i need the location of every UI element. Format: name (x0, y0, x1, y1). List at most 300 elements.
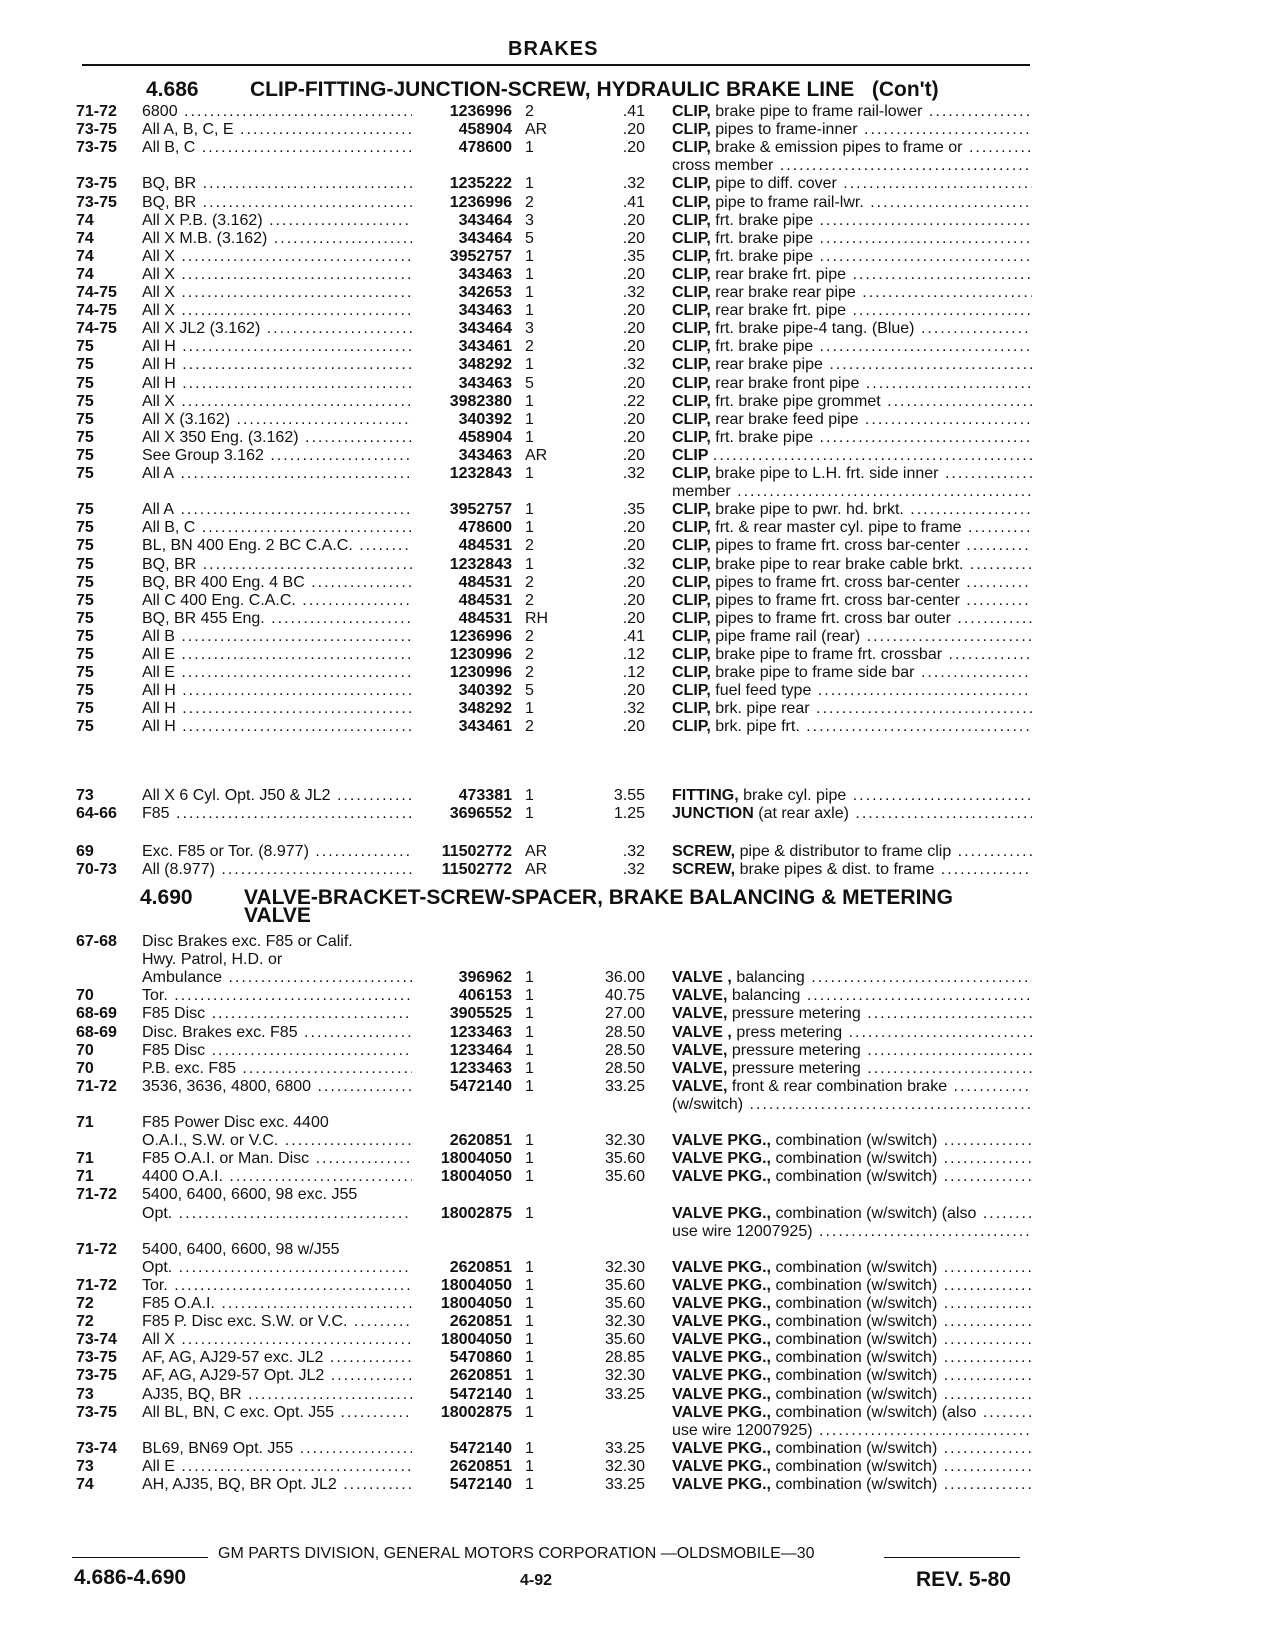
part-detail: pipes to frame frt. cross bar-center (715, 591, 960, 609)
header-rule (82, 64, 1030, 66)
application: All X (3.162) ..... (142, 410, 412, 430)
quantity: 1 (525, 1457, 534, 1475)
description (672, 1004, 1032, 1024)
description (672, 1258, 1032, 1278)
quantity: 1 (525, 1439, 534, 1457)
year-range: 74 (76, 229, 94, 247)
part-number: 3982380 (449, 392, 512, 410)
application: BQ, BR ..... (142, 555, 412, 575)
part-detail: pipe to frame rail-lwr. (715, 193, 864, 211)
description (672, 1421, 1032, 1441)
part-detail: pressure metering (731, 1059, 861, 1077)
description (672, 301, 1032, 321)
part-detail: combination (w/switch) (775, 1313, 938, 1331)
section-number: 4.690 (140, 886, 193, 909)
description (672, 627, 1032, 647)
quantity: 1 (525, 1349, 534, 1367)
part-detail: combination (w/switch) (also (775, 1204, 977, 1222)
parts-row (0, 247, 1280, 267)
price: .20 (622, 682, 645, 700)
parts-row (0, 229, 1280, 249)
description (672, 464, 1032, 484)
part-detail: rear brake frt. pipe (715, 265, 847, 283)
part-number: 18004050 (440, 1276, 512, 1294)
description (672, 500, 1032, 520)
application: All B, C ..... (142, 138, 412, 158)
part-number: 343463 (458, 265, 512, 283)
year-range: 75 (76, 410, 94, 428)
description (672, 229, 1032, 249)
part-number: 18002875 (440, 1204, 512, 1222)
parts-row (0, 932, 1280, 952)
parts-row (0, 174, 1280, 194)
part-detail: frt. brake pipe grommet (715, 392, 881, 410)
quantity: 1 (525, 1041, 534, 1059)
part-number: 478600 (458, 139, 512, 157)
part-detail: brake pipes & dist. to frame (739, 861, 935, 878)
quantity: AR (525, 121, 548, 139)
year-range: 74 (76, 1476, 94, 1493)
description (672, 1059, 1032, 1079)
price: 32.30 (604, 1457, 645, 1475)
part-name: CLIP, (672, 229, 711, 247)
part-detail: rear brake rear pipe (715, 284, 856, 301)
part-number: 343464 (458, 229, 512, 247)
application: BL69, BN69 Opt. J55 ..... (142, 1439, 412, 1459)
part-name: CLIP, (672, 193, 711, 211)
quantity: 1 (525, 555, 534, 573)
year-range: 75 (76, 501, 94, 519)
application: AH, AJ35, BQ, BR Opt. JL2 ..... (142, 1475, 412, 1495)
part-number: 1230996 (449, 646, 512, 663)
quantity: 2 (525, 627, 534, 645)
part-detail: frt. brake pipe (715, 211, 814, 229)
part-name: VALVE PKG., (672, 1150, 771, 1168)
description (672, 1312, 1032, 1332)
year-range: 68-69 (76, 1005, 117, 1023)
price: .20 (622, 410, 645, 428)
quantity: 1 (525, 1077, 534, 1095)
application: Opt. ..... (142, 1204, 412, 1224)
application: Disc Brakes exc. F85 or Calif. (142, 933, 353, 950)
part-detail: pipes to frame frt. cross bar-center (715, 537, 960, 555)
parts-row (0, 536, 1280, 556)
part-name: VALVE PKG., (672, 1313, 771, 1331)
application: All X ..... (142, 1330, 412, 1350)
quantity: 1 (525, 987, 534, 1005)
quantity: 1 (525, 265, 534, 283)
part-number: 343464 (458, 211, 512, 229)
part-number: 1233464 (449, 1041, 512, 1059)
part-detail: combination (w/switch) (775, 1132, 938, 1150)
parts-row (0, 986, 1280, 1006)
part-detail: balancing (736, 969, 805, 987)
footer-rule-left (72, 1557, 208, 1558)
part-name: VALVE PKG., (672, 1132, 771, 1150)
part-name: CLIP, (672, 284, 711, 301)
parts-row (0, 663, 1280, 683)
year-range: 75 (76, 465, 94, 482)
description (672, 1330, 1032, 1350)
description (672, 482, 1032, 502)
description (672, 410, 1032, 430)
parts-row (0, 1095, 1280, 1115)
parts-row (0, 156, 1280, 176)
price: .32 (622, 843, 645, 860)
description (672, 663, 1032, 683)
part-detail: use wire 12007925) (672, 1222, 813, 1240)
section-title: VALVE-BRACKET-SCREW-SPACER, BRAKE BALANCING & METERING (244, 886, 953, 909)
application: All E ..... (142, 645, 412, 665)
description (672, 1131, 1032, 1151)
application: Tor. ..... (142, 986, 412, 1006)
year-range: 75 (76, 392, 94, 410)
quantity: 1 (525, 700, 534, 718)
part-name: VALVE PKG., (672, 1457, 771, 1475)
application: BQ, BR 400 Eng. 4 BC ..... (142, 573, 412, 593)
part-number: 1232843 (449, 465, 512, 482)
part-detail: rear brake front pipe (715, 374, 860, 392)
part-name: SCREW, (672, 861, 736, 878)
price: 28.50 (604, 1023, 645, 1041)
part-detail: frt. & rear master cyl. pipe to frame (715, 519, 962, 537)
parts-row (0, 1077, 1280, 1097)
parts-row (0, 265, 1280, 285)
part-detail: pipe to diff. cover (715, 175, 837, 193)
description (672, 392, 1032, 412)
part-detail: cross member (672, 157, 774, 175)
application: All E ..... (142, 663, 412, 683)
part-name: CLIP, (672, 682, 711, 700)
year-range: 71-72 (76, 1276, 117, 1294)
part-number: 5472140 (449, 1476, 512, 1493)
year-range: 71 (76, 1114, 94, 1131)
parts-row (0, 1403, 1280, 1423)
part-detail: combination (w/switch) (775, 1295, 938, 1312)
part-detail: brake pipe to frame frt. crossbar (715, 646, 943, 663)
price: 35.60 (604, 1168, 645, 1186)
part-name: FITTING, (672, 787, 739, 804)
parts-row (0, 482, 1280, 502)
description (672, 1149, 1032, 1169)
application: 6800 ..... (142, 102, 412, 122)
application: All X JL2 (3.162) ..... (142, 319, 412, 339)
description (672, 986, 1032, 1006)
quantity: 1 (525, 302, 534, 320)
price: .20 (622, 718, 645, 736)
year-range: 73-75 (76, 193, 117, 211)
parts-row (0, 1149, 1280, 1169)
part-detail: combination (w/switch) (775, 1457, 938, 1475)
application: All X ..... (142, 283, 412, 303)
price: .32 (622, 555, 645, 573)
part-number: 343464 (458, 320, 512, 338)
part-number: 18004050 (440, 1331, 512, 1349)
part-detail: combination (w/switch) (775, 1150, 938, 1168)
price: 32.30 (604, 1258, 645, 1276)
description (672, 446, 1032, 466)
quantity: 1 (525, 1005, 534, 1023)
parts-row (0, 1312, 1280, 1332)
parts-row (0, 627, 1280, 647)
part-name: CLIP, (672, 718, 711, 736)
part-detail: combination (w/switch) (775, 1276, 938, 1294)
application: BQ, BR 455 Eng. ..... (142, 609, 412, 629)
footer-revision: REV. 5-80 (916, 1568, 1011, 1591)
description (672, 1439, 1032, 1459)
description (672, 1294, 1032, 1314)
year-range: 73 (76, 787, 94, 804)
price: .12 (622, 646, 645, 663)
application: All X P.B. (3.162) ..... (142, 211, 412, 231)
application: All H ..... (142, 337, 412, 357)
description (672, 138, 1032, 158)
year-range: 75 (76, 356, 94, 374)
part-number: 1236996 (449, 193, 512, 211)
application: All (8.977) ..... (142, 860, 412, 880)
part-detail: combination (w/switch) (775, 1385, 938, 1403)
year-range: 67-68 (76, 933, 117, 950)
part-number: 343463 (458, 302, 512, 320)
description (672, 699, 1032, 719)
price: .20 (622, 139, 645, 157)
part-name: CLIP, (672, 175, 711, 193)
section-title: CLIP-FITTING-JUNCTION-SCREW, HYDRAULIC BRAKE LINE (250, 78, 855, 101)
part-number: 2620851 (449, 1313, 512, 1331)
section-4690-heading-line2 (244, 904, 311, 928)
part-name: SCREW, (672, 843, 736, 860)
quantity: 2 (525, 193, 534, 211)
part-number: 18002875 (440, 1403, 512, 1421)
parts-row (0, 1204, 1280, 1224)
quantity: 1 (525, 1258, 534, 1276)
quantity: 1 (525, 1313, 534, 1331)
price: 40.75 (604, 987, 645, 1005)
price: 33.25 (604, 1077, 645, 1095)
quantity: 1 (525, 465, 534, 482)
section-cont: (Con't) (871, 78, 939, 101)
parts-row (0, 1131, 1280, 1151)
description (672, 428, 1032, 448)
description (672, 355, 1032, 375)
description (672, 265, 1032, 285)
year-range: 73 (76, 1457, 94, 1475)
description (672, 1167, 1032, 1187)
part-name: VALVE, (672, 1077, 728, 1095)
quantity: 2 (525, 103, 534, 120)
part-number: 343461 (458, 338, 512, 356)
part-name: CLIP, (672, 302, 711, 320)
year-range: 64-66 (76, 805, 117, 822)
description (672, 102, 1032, 122)
part-detail: brk. pipe frt. (715, 718, 800, 736)
part-detail: frt. brake pipe (715, 428, 814, 446)
year-range: 75 (76, 718, 94, 736)
parts-row (0, 1294, 1280, 1314)
description (672, 337, 1032, 357)
description (672, 374, 1032, 394)
part-detail: pressure metering (731, 1041, 861, 1059)
part-detail: frt. brake pipe (715, 247, 814, 265)
price: 35.60 (604, 1150, 645, 1168)
quantity: 3 (525, 211, 534, 229)
year-range: 74-75 (76, 320, 117, 338)
part-number: 1233463 (449, 1059, 512, 1077)
year-range: 74-75 (76, 284, 117, 301)
part-name: CLIP, (672, 374, 711, 392)
description (672, 1023, 1032, 1043)
quantity: 1 (525, 392, 534, 410)
price: .35 (622, 247, 645, 265)
part-detail: (w/switch) (672, 1095, 744, 1113)
parts-row (0, 193, 1280, 213)
parts-row (0, 699, 1280, 719)
year-range: 75 (76, 591, 94, 609)
part-name: CLIP, (672, 121, 711, 139)
part-number: 2620851 (449, 1457, 512, 1475)
description (672, 591, 1032, 611)
price: 33.25 (604, 1439, 645, 1457)
part-detail: pipes to frame-inner (715, 121, 858, 139)
application: All X ..... (142, 392, 412, 412)
parts-row (0, 410, 1280, 430)
application: All A, B, C, E ..... (142, 120, 412, 140)
parts-row (0, 1475, 1280, 1495)
quantity: 1 (525, 1023, 534, 1041)
parts-row (0, 717, 1280, 737)
quantity: 1 (525, 410, 534, 428)
part-detail: pipes to frame frt. cross bar outer (715, 609, 951, 627)
part-name: CLIP, (672, 609, 711, 627)
description (672, 120, 1032, 140)
application: AF, AG, AJ29-57 Opt. JL2 ..... (142, 1366, 412, 1386)
part-detail: pipe frame rail (rear) (715, 627, 861, 645)
quantity: 1 (525, 1295, 534, 1312)
price: 32.30 (604, 1313, 645, 1331)
quantity: 1 (525, 501, 534, 519)
part-detail: member (672, 483, 731, 501)
parts-row (0, 950, 1280, 970)
quantity: 1 (525, 1403, 534, 1421)
quantity: 1 (525, 1276, 534, 1294)
footer-page-number: 4-92 (520, 1572, 553, 1589)
application: All X 350 Eng. (3.162) ..... (142, 428, 412, 448)
part-number: 18004050 (440, 1168, 512, 1186)
part-number: 348292 (458, 356, 512, 374)
description (672, 518, 1032, 538)
parts-row (0, 500, 1280, 520)
year-range: 73-75 (76, 139, 117, 157)
quantity: 1 (525, 1385, 534, 1403)
part-detail: brake pipe to pwr. hd. brkt. (715, 501, 904, 519)
price: .20 (622, 374, 645, 392)
part-name: CLIP, (672, 555, 711, 573)
description (672, 211, 1032, 231)
part-name: CLIP, (672, 265, 711, 283)
year-range: 75 (76, 555, 94, 573)
part-name: VALVE PKG., (672, 1276, 771, 1294)
part-name: VALVE PKG., (672, 1204, 771, 1222)
price: 28.85 (604, 1349, 645, 1367)
part-number: 484531 (458, 609, 512, 627)
year-range: 70 (76, 1041, 94, 1059)
price: 33.25 (604, 1385, 645, 1403)
parts-row (0, 1222, 1280, 1242)
year-range: 71-72 (76, 1186, 117, 1204)
part-name: CLIP, (672, 103, 711, 120)
year-range: 74 (76, 247, 94, 265)
year-range: 73-74 (76, 1331, 117, 1349)
part-number: 342653 (458, 284, 512, 301)
part-detail: rear brake pipe (715, 356, 823, 374)
part-number: 478600 (458, 519, 512, 537)
part-name: VALVE PKG., (672, 1385, 771, 1403)
quantity: AR (525, 843, 548, 860)
part-number: 18004050 (440, 1150, 512, 1168)
year-range: 73-75 (76, 1349, 117, 1367)
parts-row (0, 591, 1280, 611)
year-range: 75 (76, 519, 94, 537)
parts-row (0, 968, 1280, 988)
part-detail: combination (w/switch) (775, 1168, 938, 1186)
part-number: 473381 (458, 787, 512, 804)
application: All X 6 Cyl. Opt. J50 & JL2 ..... (142, 786, 412, 806)
quantity: 1 (525, 1150, 534, 1168)
parts-row (0, 518, 1280, 538)
parts-row (0, 1240, 1280, 1260)
part-number: 1232843 (449, 555, 512, 573)
price: 36.00 (604, 969, 645, 987)
year-range: 75 (76, 646, 94, 663)
description (672, 1403, 1032, 1423)
parts-row (0, 120, 1280, 140)
year-range: 68-69 (76, 1023, 117, 1041)
price: 27.00 (604, 1005, 645, 1023)
quantity: 1 (525, 284, 534, 301)
section-4686-heading (146, 78, 939, 102)
part-number: 3696552 (449, 805, 512, 822)
parts-row (0, 102, 1280, 122)
part-number: 2620851 (449, 1132, 512, 1150)
part-detail: combination (w/switch) (775, 1258, 938, 1276)
parts-row (0, 645, 1280, 665)
year-range: 75 (76, 627, 94, 645)
parts-row (0, 1041, 1280, 1061)
application: O.A.I., S.W. or V.C. ..... (142, 1131, 412, 1151)
year-range: 72 (76, 1295, 94, 1312)
quantity: 1 (525, 1168, 534, 1186)
parts-row (0, 337, 1280, 357)
price: .20 (622, 519, 645, 537)
application: All A ..... (142, 500, 412, 520)
price: .20 (622, 302, 645, 320)
part-detail: fuel feed type (715, 682, 812, 700)
description (672, 573, 1032, 593)
parts-row (0, 283, 1280, 303)
part-number: 348292 (458, 700, 512, 718)
part-number: 18004050 (440, 1295, 512, 1312)
year-range: 73-75 (76, 121, 117, 139)
application: AF, AG, AJ29-57 exc. JL2 ..... (142, 1348, 412, 1368)
application: All C 400 Eng. C.A.C. ..... (142, 591, 412, 611)
page-header: BRAKES (508, 38, 599, 60)
quantity: 2 (525, 537, 534, 555)
quantity: 1 (525, 787, 534, 804)
description (672, 1457, 1032, 1477)
price: .32 (622, 465, 645, 482)
part-number: 11502772 (441, 843, 512, 860)
application: Opt. ..... (142, 1258, 412, 1278)
